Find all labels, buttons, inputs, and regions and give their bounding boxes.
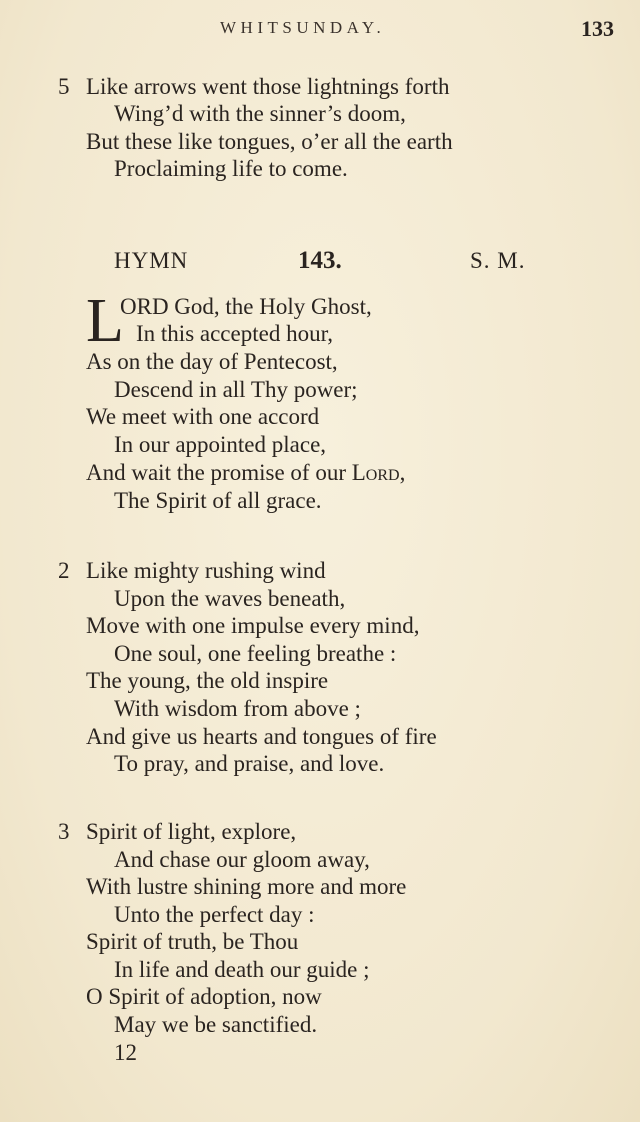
verse-line: The young, the old inspire [86, 668, 329, 693]
verse-line: Like mighty rushing wind [86, 558, 326, 583]
verse-line: Like arrows went those lightnings forth [86, 74, 450, 99]
signature-mark: 12 [114, 1040, 137, 1065]
verse-line: Upon the waves beneath, [114, 586, 346, 611]
verse-line: ORD God, the Holy Ghost, [120, 294, 372, 319]
verse-line: But these like tongues, o’er all the earth [86, 129, 453, 154]
verse-line: In life and death our guide ; [114, 957, 370, 982]
verse-line: Descend in all Thy power; [114, 377, 358, 402]
verse-number: 2 [58, 558, 70, 583]
verse-line: O Spirit of adoption, now [86, 984, 322, 1009]
hymn-header [0, 248, 640, 278]
hymn-number: 143. [298, 247, 342, 274]
page-number: 133 [581, 16, 614, 41]
verse-line [86, 461, 405, 484]
verse-number: 3 [58, 819, 70, 844]
drop-cap: L [86, 287, 124, 355]
verse-line: Spirit of light, explore, [86, 819, 297, 844]
verse-line: Proclaiming life to come. [114, 156, 348, 181]
verse-line: In this accepted hour, [136, 321, 334, 346]
verse-line: As on the day of Pentecost, [86, 349, 338, 374]
verse-number: 5 [58, 74, 70, 99]
verse-line: Move with one impulse every mind, [86, 613, 420, 638]
hymn-meter: S. M. [470, 248, 526, 273]
verse-line: We meet with one accord [86, 404, 320, 429]
verse-line: With wisdom from above ; [114, 696, 361, 721]
verse-line: And give us hearts and tongues of fire [86, 724, 437, 749]
verse-line: One soul, one feeling breathe : [114, 641, 397, 666]
verse-line: With lustre shining more and more [86, 874, 407, 899]
verse-line: Unto the perfect day : [114, 902, 315, 927]
hymn-label: HYMN [114, 248, 189, 273]
running-title: WHITSUNDAY. [220, 18, 386, 37]
verse-line: Wing’d with the sinner’s doom, [114, 101, 406, 126]
verse-line: In our appointed place, [114, 432, 327, 457]
lord-small-caps: Lord, [351, 460, 406, 485]
verse-line: And chase our gloom away, [114, 847, 370, 872]
verse-line: To pray, and praise, and love. [114, 751, 385, 776]
verse-line: May we be sanctified. [114, 1012, 318, 1037]
verse-line-text: And wait the promise of our [86, 460, 346, 485]
verse-line: Spirit of truth, be Thou [86, 929, 299, 954]
verse-line: The Spirit of all grace. [114, 488, 322, 513]
